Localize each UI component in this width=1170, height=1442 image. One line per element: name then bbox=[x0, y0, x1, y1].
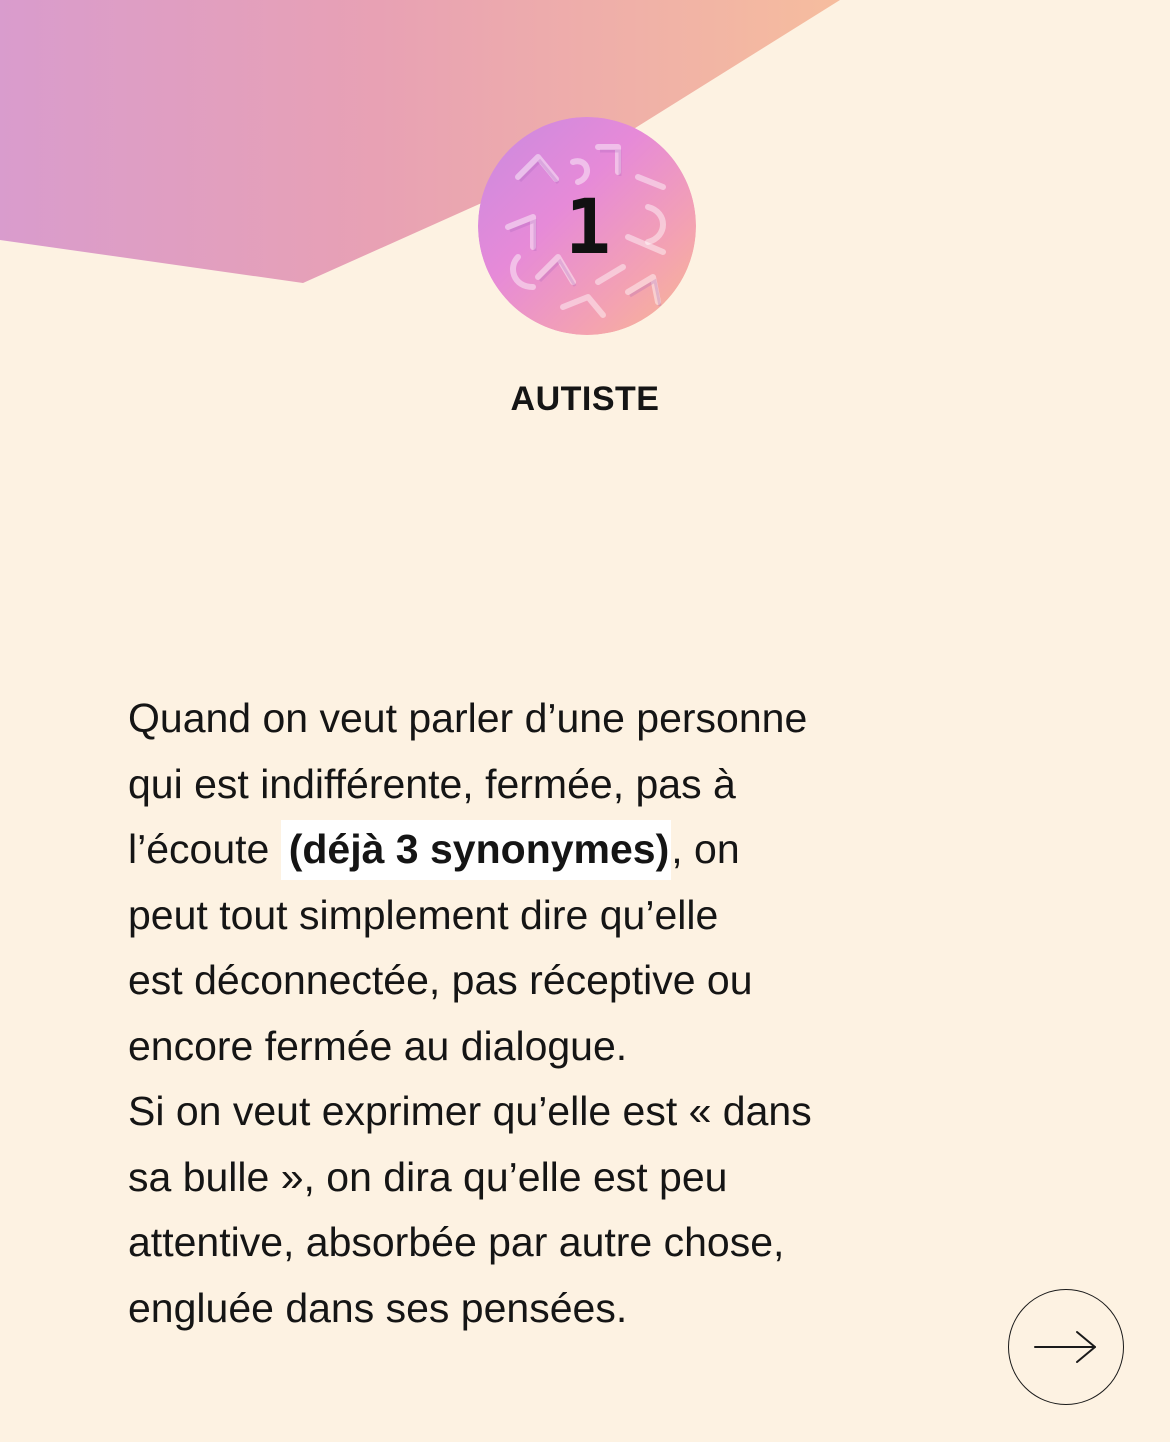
body-line: engluée dans ses pensées. bbox=[128, 1284, 628, 1331]
badge-number: 1 bbox=[565, 181, 609, 271]
body-text-segment: , on bbox=[671, 826, 740, 872]
body-line: Si on veut exprimer qu’elle est « dans bbox=[128, 1088, 812, 1134]
body-text-segment: l’écoute bbox=[128, 826, 281, 872]
number-badge bbox=[478, 117, 696, 335]
next-button[interactable] bbox=[1008, 1289, 1124, 1405]
body-line: qui est indifférente, fermée, pas à bbox=[128, 760, 736, 807]
body-line: attentive, absorbée par autre chose, bbox=[128, 1219, 785, 1265]
synonyms-highlight: (déjà 3 synonymes) bbox=[281, 820, 672, 880]
body-line bbox=[128, 817, 948, 883]
body-line: encore fermée au dialogue. bbox=[128, 1022, 628, 1069]
body-line: peut tout simplement dire qu’elle bbox=[128, 891, 719, 938]
arrow-right-icon bbox=[1031, 1327, 1101, 1367]
body-line: Quand on veut parler d’une personne bbox=[128, 695, 808, 741]
page-title: AUTISTE bbox=[510, 380, 660, 418]
body-paragraph bbox=[128, 686, 948, 1341]
body-line: est déconnectée, pas réceptive ou bbox=[128, 957, 753, 1003]
body-line: sa bulle », on dira qu’elle est peu bbox=[128, 1153, 728, 1200]
